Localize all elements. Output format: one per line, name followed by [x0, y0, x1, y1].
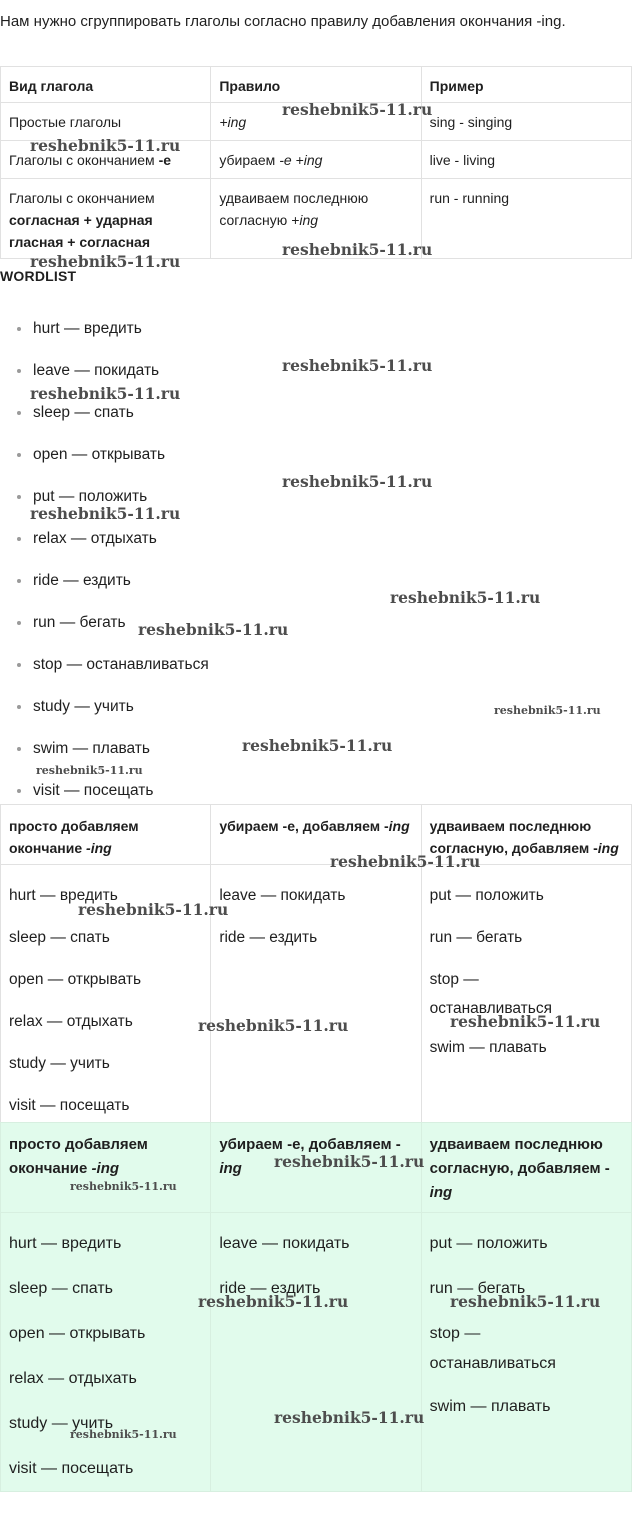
list-item: leave — покидать: [0, 350, 209, 392]
verb-type-cell: Простые глаголы: [1, 103, 211, 141]
watermark: reshebnik5-11.ru: [30, 252, 181, 271]
answer-double-consonant-cell: [421, 1213, 631, 1492]
rules-header-row: [1, 67, 632, 103]
list-item: visit — посещать: [0, 770, 209, 812]
watermark: reshebnik5-11.ru: [390, 588, 541, 607]
list-item: open — открывать: [0, 434, 209, 476]
answer-header-add-ing: просто добавляем окончание -ing: [1, 1123, 211, 1213]
header-example: Пример: [421, 67, 631, 103]
watermark: reshebnik5-11.ru: [242, 736, 393, 755]
watermark: reshebnik5-11.ru: [198, 1016, 349, 1035]
group-word: put — положить: [429, 887, 544, 904]
group-word: останавливаться: [429, 1000, 552, 1017]
answer-word: put — положить: [429, 1235, 548, 1252]
answer-word: ride — ездить: [219, 1280, 321, 1297]
watermark: reshebnik5-11.ru: [450, 1292, 601, 1311]
example-cell: run - running: [421, 179, 631, 259]
watermark: reshebnik5-11.ru: [30, 136, 181, 155]
watermark: reshebnik5-11.ru: [198, 1292, 349, 1311]
watermark: reshebnik5-11.ru: [330, 852, 481, 871]
answer-word: visit — посещать: [9, 1460, 134, 1477]
answer-word: swim — плавать: [429, 1398, 551, 1415]
rules-table: [0, 66, 632, 259]
answer-word: останавливаться: [429, 1355, 556, 1372]
group-word: open — открывать: [9, 971, 142, 988]
watermark: reshebnik5-11.ru: [282, 240, 433, 259]
list-item: ride — ездить: [0, 560, 209, 602]
example-cell: sing - singing: [421, 103, 631, 141]
watermark: reshebnik5-11.ru: [494, 704, 601, 717]
answer-word: hurt — вредить: [9, 1235, 122, 1252]
list-item: sleep — спать: [0, 392, 209, 434]
group-word: study — учить: [9, 1055, 110, 1072]
list-item: hurt — вредить: [0, 308, 209, 350]
answer-word: relax — отдыхать: [9, 1370, 137, 1387]
answer-word: stop —: [429, 1325, 481, 1342]
answer-header-double-consonant: удваиваем последнюю согласную, добавляем -ing: [421, 1123, 631, 1213]
grouping-header-row: [1, 805, 632, 865]
group-header-add-ing: просто добавляем окончание -ing: [1, 805, 211, 865]
group-word: stop —: [429, 971, 479, 988]
rule-cell: убираем -e +ing: [211, 141, 421, 179]
example-cell: live - living: [421, 141, 631, 179]
watermark: reshebnik5-11.ru: [70, 1428, 177, 1441]
answer-body-row: [1, 1213, 632, 1492]
answer-word: leave — покидать: [219, 1235, 350, 1252]
group-header-double-consonant: удваиваем последнюю согласную, добавляем -ing: [421, 805, 631, 865]
rule-cell: удваиваем последнюю согласную +ing: [211, 179, 421, 259]
answer-header-drop-e: убираем -е, добавляем -ing: [211, 1123, 421, 1213]
rule-cell: +ing: [211, 103, 421, 141]
answer-word: study — учить: [9, 1415, 114, 1432]
group-word: ride — ездить: [219, 929, 318, 946]
watermark: reshebnik5-11.ru: [274, 1408, 425, 1427]
list-item: relax — отдыхать: [0, 518, 209, 560]
watermark: reshebnik5-11.ru: [450, 1012, 601, 1031]
watermark: reshebnik5-11.ru: [138, 620, 289, 639]
answer-word: run — бегать: [429, 1280, 526, 1297]
list-item: run — бегать: [0, 602, 209, 644]
group-word: sleep — спать: [9, 929, 110, 946]
watermark: reshebnik5-11.ru: [282, 356, 433, 375]
verb-type-cell: Глаголы с окончанием -e: [1, 141, 211, 179]
list-item: study — учить: [0, 686, 209, 728]
answer-word: sleep — спать: [9, 1280, 114, 1297]
group-word: leave — покидать: [219, 887, 346, 904]
watermark: reshebnik5-11.ru: [78, 900, 229, 919]
wordlist-title: WORDLIST: [0, 268, 77, 284]
header-rule: Правило: [211, 67, 421, 103]
list-item: swim — плавать: [0, 728, 209, 770]
group-word: swim — плавать: [429, 1039, 547, 1056]
group-word: relax — отдыхать: [9, 1013, 133, 1030]
answer-drop-e-cell: [211, 1213, 421, 1492]
answer-add-ing-cell: [1, 1213, 211, 1492]
group-header-drop-e: убираем -е, добавляем -ing: [211, 805, 421, 865]
watermark: reshebnik5-11.ru: [282, 472, 433, 491]
verb-type-cell: Глаголы с окончанием согласная + ударная гласная + согласная: [1, 179, 211, 259]
watermark: reshebnik5-11.ru: [70, 1180, 177, 1193]
group-word: run — бегать: [429, 929, 523, 946]
answer-word: open — открывать: [9, 1325, 146, 1342]
watermark: reshebnik5-11.ru: [30, 384, 181, 403]
task-intro: Нам нужно сгруппировать глаголы согласно правилу добавления окончания -ing.: [0, 13, 566, 30]
group-word: hurt — вредить: [9, 887, 118, 904]
watermark: reshebnik5-11.ru: [274, 1152, 425, 1171]
header-verb-type: Вид глагола: [1, 67, 211, 103]
group-word: visit — посещать: [9, 1097, 130, 1114]
list-item: stop — останавливаться: [0, 644, 209, 686]
list-item: put — положить: [0, 476, 209, 518]
watermark: reshebnik5-11.ru: [282, 100, 433, 119]
watermark: reshebnik5-11.ru: [30, 504, 181, 523]
watermark: reshebnik5-11.ru: [36, 764, 143, 777]
